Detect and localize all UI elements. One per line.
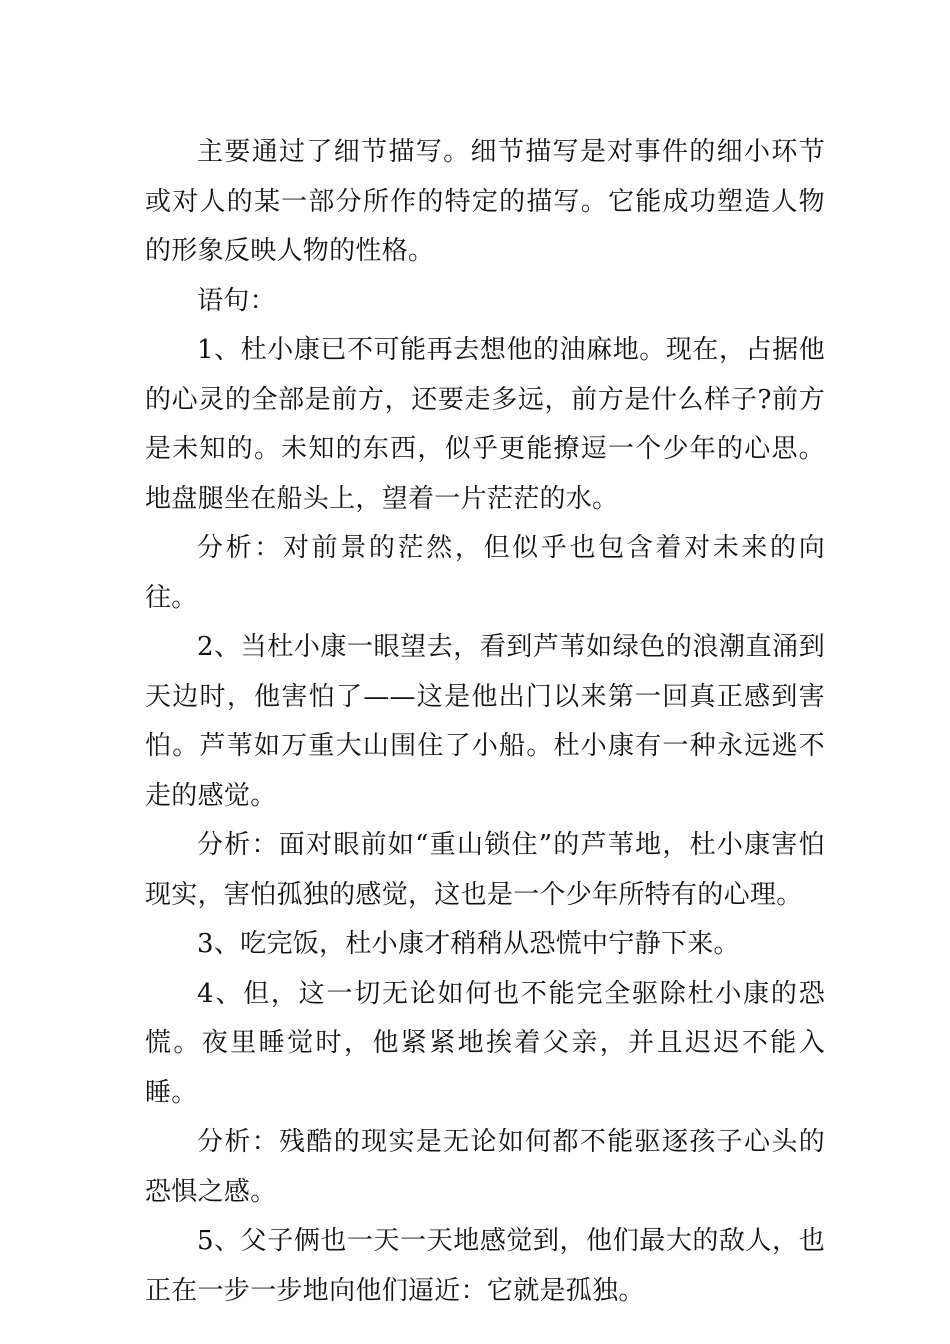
paragraph-sentence-1: 1、杜小康已不可能再去想他的油麻地。现在，占据他的心灵的全部是前方，还要走多远，前方是什么样子?前方是未知的。未知的东西，似乎更能撩逗一个少年的心思。地盘腿坐在船头上，望着一片茫茫的水。: [145, 335, 825, 514]
paragraph-sentence-5: 5、父子俩也一天一天地感觉到，他们最大的敌人，也正在一步一步地向他们逼近：它就是孤独。: [145, 1226, 825, 1306]
paragraph-analysis-2: 分析：面对眼前如“重山锁住”的芦苇地，杜小康害怕现实，害怕孤独的感觉，这也是一个少年所特有的心理。: [145, 830, 825, 910]
paragraph-sentence-2: 2、当杜小康一眼望去，看到芦苇如绿色的浪潮直涌到天边时，他害怕了——这是他出门以来第一回真正感到害怕。芦苇如万重大山围住了小船。杜小康有一种永远逃不走的感觉。: [145, 632, 825, 811]
paragraph-sentence-3: 3、吃完饭，杜小康才稍稍从恐慌中宁静下来。: [197, 929, 740, 959]
paragraph-sentences-heading: 语句：: [197, 285, 276, 316]
paragraph-analysis-1: 分析：对前景的茫然，但似乎也包含着对未来的向往。: [145, 533, 825, 613]
paragraph-detail-description: 主要通过了细节描写。细节描写是对事件的细小环节或对人的某一部分所作的特定的描写。它能成功塑造人物的形象反映人物的性格。: [145, 137, 825, 266]
document-body: [145, 128, 825, 1316]
paragraph-analysis-3: 分析：残酷的现实是无论如何都不能驱逐孩子心头的恐惧之感。: [145, 1127, 825, 1207]
paragraph-sentence-4: 4、但，这一切无论如何也不能完全驱除杜小康的恐慌。夜里睡觉时，他紧紧地挨着父亲，并且迟迟不能入睡。: [145, 978, 825, 1108]
